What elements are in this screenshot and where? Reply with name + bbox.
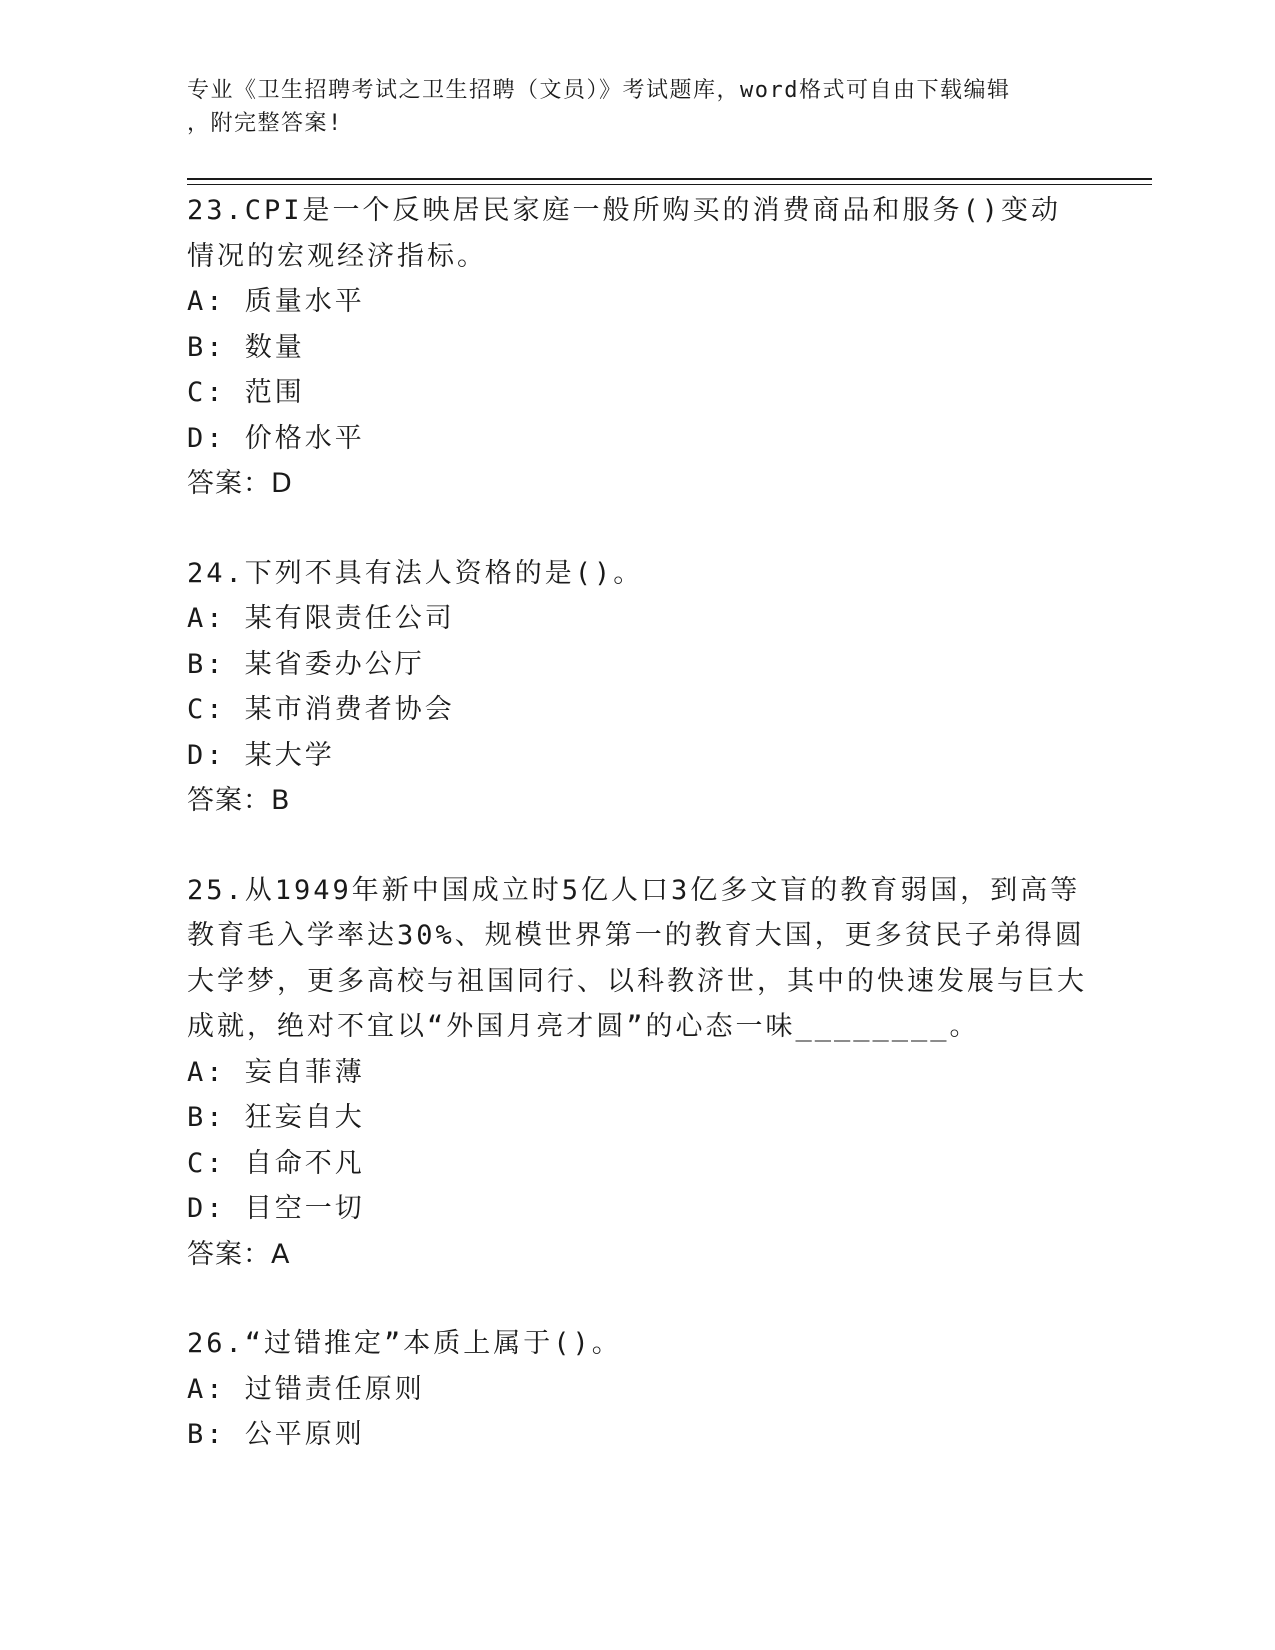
question-stem: 23.CPI是一个反映居民家庭一般所购买的消费商品和服务()变动情况的宏观经济指标。 [187, 195, 1062, 272]
option-b: B: 公平原则 [187, 1419, 365, 1450]
header-rule-thick [187, 178, 1152, 180]
option-c: C: 某市消费者协会 [187, 694, 455, 725]
option-d: D: 价格水平 [187, 422, 365, 454]
option-d: D: 目空一切 [187, 1193, 365, 1224]
answer: 答案：A [187, 1238, 291, 1270]
option-a: A: 过错责任原则 [187, 1373, 425, 1405]
question-25 [187, 868, 1087, 1278]
option-c: C: 自命不凡 [187, 1147, 365, 1179]
document-header [187, 74, 1067, 140]
option-a: A: 质量水平 [187, 286, 365, 317]
question-23 [187, 188, 1087, 507]
option-d: D: 某大学 [187, 739, 335, 771]
question-list [187, 188, 1087, 1502]
header-rule-thin [187, 184, 1152, 185]
answer: 答案：B [187, 785, 291, 816]
option-b: B: 某省委办公厅 [187, 648, 425, 680]
header-line-2: ，附完整答案! [187, 111, 343, 136]
question-stem: 26.“过错推定”本质上属于()。 [187, 1328, 622, 1359]
option-b: B: 数量 [187, 331, 305, 363]
question-24 [187, 551, 1087, 824]
option-b: B: 狂妄自大 [187, 1102, 365, 1133]
option-a: A: 某有限责任公司 [187, 603, 455, 634]
answer: 答案：D [187, 468, 293, 499]
header-line-1: 专业《卫生招聘考试之卫生招聘（文员）》考试题库，word格式可自由下载编辑 [187, 78, 1011, 103]
option-a: A: 妄自菲薄 [187, 1056, 365, 1088]
question-stem: 24.下列不具有法人资格的是()。 [187, 557, 644, 589]
question-26 [187, 1321, 1087, 1458]
question-stem: 25.从1949年新中国成立时5亿人口3亿多文盲的教育弱国，到高等教育毛入学率达30%、规模世界第一的教育大国，更多贫民子弟得圆大学梦，更多高校与祖国同行、以科教济世，其中的快速发展与巨大成就，绝对不宜以“外国月亮才圆”的心态一味________。 [187, 874, 1087, 1042]
option-c: C: 范围 [187, 377, 305, 408]
